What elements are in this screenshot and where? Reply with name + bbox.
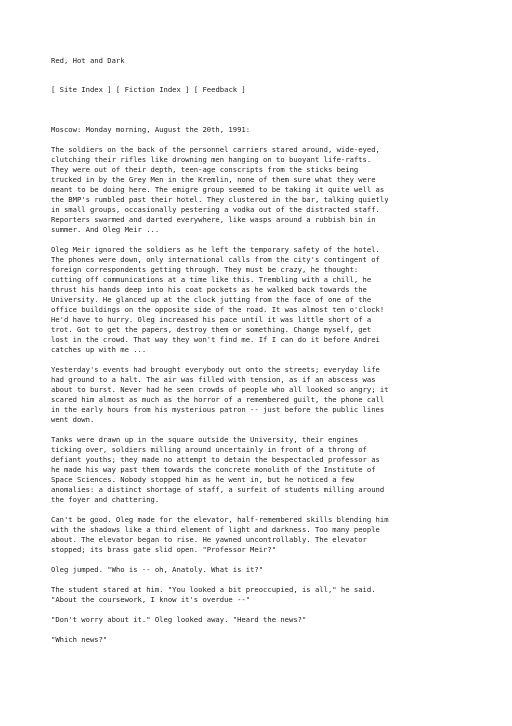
story-paragraph: "Which news?" — [51, 635, 108, 644]
story-paragraph: Tanks were drawn up in the square outside the University, their engines ticking over, soldiers milling around uncertainly in front of a throng of defiant youths; they made no attempt to detain the bespectacled professor as he made his way past them towards the concrete monolith of the Institute of Space Sciences. Nobody stopped him as he went in, but he noticed a few anomalies: a distinct shortage of staff, a surfeit of students milling around the foyer and chattering. — [51, 435, 385, 504]
story-paragraph: Can't be good. Oleg made for the elevator, half-remembered skills blending him with the shadows like a third element of light and darkness. Too many people about. The elevator began to rise. He yawned uncontrollably. The elevator stopped; its brass gate slid open. "Professor Meir?" — [51, 515, 389, 554]
story-paragraph: Oleg jumped. "Who is -- oh, Anatoly. What is it?" — [51, 565, 264, 574]
site-navigation — [51, 85, 471, 95]
document-page — [51, 56, 471, 655]
story-paragraph: Oleg Meir ignored the soldiers as he left the temporary safety of the hotel. The phones were down, only international calls from the city's contingent of foreign correspondents getting through. They must be crazy, he thought: cutting off communications at a time like this. Trembling with a chill, he thrust his hands deep into his coat pockets as he walked back towards the University. He glanced up at the clock jutting from the face of one of the office buildings on the opposite side of the road. It was almost ten o'clock! He'd have to hurry. Oleg increased his pace until it was little short of a trot. Got to get the papers, destroy them or something. Change myself, get lost in the crowd. That way they won't find me. If I can do it before Andrei catches up with me ... — [51, 245, 385, 354]
site-index-link[interactable]: [ Site Index ] — [51, 85, 112, 94]
fiction-index-link[interactable]: [ Fiction Index ] — [115, 85, 190, 94]
story-paragraph: "Don't worry about it." Oleg looked away. "Heard the news?" — [51, 615, 307, 624]
feedback-link[interactable]: [ Feedback ] — [193, 85, 246, 94]
story-paragraph: The student stared at him. "You looked a bit preoccupied, is all," he said. "About the coursework, I know it's overdue --" — [51, 585, 376, 604]
page-title: Red, Hot and Dark — [51, 56, 125, 65]
story-paragraph: Yesterday's events had brought everybody out onto the streets; everyday life had ground to a halt. The air was filled with tension, as if an abscess was about to burst. Never had he seen crowds of people who all looked so angry; it scared him almost as much as the horror of a remembered guilt, the phone call in the early hours from his mysterious patron -- just before the public lines went down. — [51, 365, 389, 424]
story-dateline: Moscow: Monday morning, August the 20th, 1991: — [51, 125, 251, 134]
story-paragraph: The soldiers on the back of the personnel carriers stared around, wide-eyed, clutching their rifles like drowning men hanging on to buoyant life-rafts. They were out of their depth, teen-age conscripts from the sticks being trucked in by the Grey Men in the Kremlin, none of them sure what they were meant to be doing here. The emigre group seemed to be taking it quite well as the BMP's rumbled past their hotel. They clustered in the bar, talking quietly in small groups, occasionally pestering a vodka out of the distracted staff. Reporters swarmed and darted everywhere, like wasps around a rubbish bin in summer. And Oleg Meir ... — [51, 145, 389, 234]
